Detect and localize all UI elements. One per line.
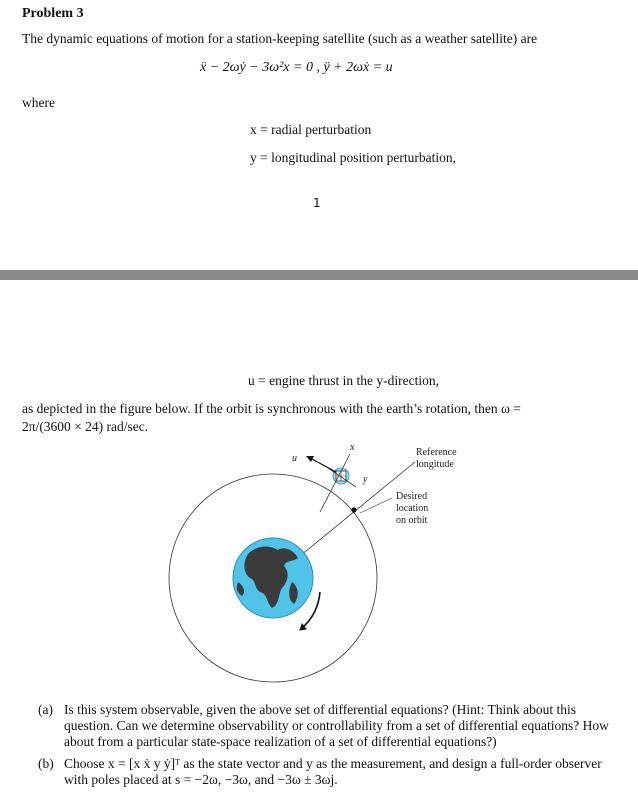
label-longitude: longitude: [416, 459, 454, 470]
orbit-text-line-2: 2π/(3600 × 24) rad/sec.: [22, 419, 149, 434]
orbit-text-line-1: as depicted in the figure below. If the orbit is synchronous with the earth’s rotation, then ω =: [22, 401, 521, 416]
label-reference: Reference: [416, 447, 457, 458]
question-b: [38, 756, 628, 790]
definition-u: u = engine thrust in the y-direction,: [248, 373, 439, 388]
problem-title: Problem 3: [22, 6, 84, 21]
page-number: 1: [313, 196, 321, 210]
label-desired: Desired: [396, 491, 428, 502]
intro-text: The dynamic equations of motion for a station-keeping satellite (such as a weather satellite) are: [22, 31, 538, 46]
label-u: u: [292, 453, 297, 464]
question-b-label: (b): [38, 756, 54, 771]
question-a-text: Is this system observable, given the above set of differential equations? (Hint: Think about this question. Can we determine observability or controllability from a set of differential equations? How about from a particular state-space realization of a set of differential equations?): [64, 702, 609, 749]
page-1: [0, 0, 638, 270]
earth-icon: [233, 538, 313, 618]
label-y: y: [363, 474, 368, 485]
question-a-label: (a): [38, 702, 53, 717]
equations-of-motion: ẍ − 2ωẏ − 3ω²x = 0 , ÿ + 2ωẋ = u: [200, 60, 393, 75]
question-a: [38, 702, 628, 752]
definition-y: y = longitudinal position perturbation,: [250, 150, 456, 165]
definition-x: x = radial perturbation: [250, 122, 372, 137]
label-location: location: [396, 503, 429, 514]
desired-location-dot: [351, 507, 356, 512]
question-b-text: Choose x = [x ẋ y ẏ]ᵀ as the state vector and y as the measurement, and design a full-order observer with poles placed at s = −2ω, −3ω, and −3ω ± 3ωj.: [64, 756, 602, 787]
label-on-orbit: on orbit: [396, 515, 428, 526]
desired-leader-line: [360, 498, 392, 513]
label-x: x: [350, 442, 355, 453]
where-label: where: [22, 95, 55, 110]
thrust-arrow: [312, 459, 336, 472]
page-separator: [0, 270, 638, 280]
satellite-orbit-figure: [160, 442, 500, 687]
